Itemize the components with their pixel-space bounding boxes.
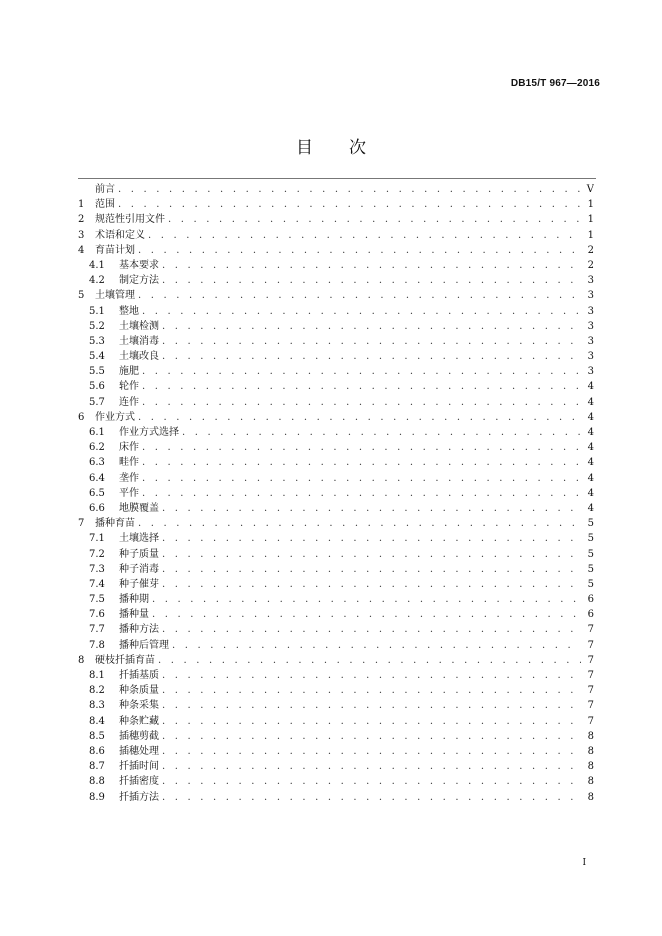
toc-dot-leader [142, 455, 581, 470]
toc-entry[interactable] [78, 653, 594, 668]
toc-entry-label: 垄作 [119, 472, 139, 484]
toc-entry-page: 8 [587, 776, 594, 788]
document-code: DB15/T 967—2016 [510, 78, 600, 89]
toc-entry-label: 扦插方法 [119, 791, 159, 803]
toc-entry-page: 1 [587, 214, 594, 226]
toc-entry[interactable] [78, 273, 594, 288]
toc-entry[interactable] [78, 258, 594, 273]
toc-dot-leader [142, 471, 581, 486]
toc-entry-page: 1 [587, 229, 594, 241]
toc-entry-number: 5.2 [89, 320, 105, 332]
toc-dot-leader [148, 228, 581, 243]
toc-entry[interactable] [78, 288, 594, 303]
toc-entry-label: 作业方式选择 [119, 427, 179, 438]
toc-entry[interactable] [78, 622, 594, 637]
toc-entry-number: 8.8 [89, 776, 105, 788]
toc-entry-number: 5.4 [89, 351, 105, 363]
toc-dot-leader [142, 395, 581, 410]
toc-entry-page: 5 [587, 533, 594, 545]
toc-entry-label: 制定方法 [119, 275, 159, 287]
toc-dot-leader [162, 790, 581, 805]
toc-entry-page: V [586, 184, 594, 195]
toc-entry-label: 种条贮藏 [119, 715, 159, 727]
toc-entry[interactable] [78, 744, 594, 759]
toc-entry-page: 1 [587, 199, 594, 211]
toc-dot-leader [142, 486, 581, 501]
toc-entry-number: 5.3 [89, 335, 105, 347]
toc-entry-label: 土壤选择 [119, 533, 159, 545]
toc-entry[interactable] [78, 759, 594, 774]
toc-entry-label: 施肥 [119, 366, 139, 378]
toc-entry[interactable] [78, 501, 594, 516]
toc-entry-page: 4 [587, 442, 594, 454]
toc-entry-page: 2 [587, 244, 594, 256]
toc-entry[interactable] [78, 471, 594, 486]
toc-dot-leader [138, 288, 581, 303]
toc-entry[interactable] [78, 334, 594, 349]
toc-dot-leader [162, 273, 581, 288]
toc-entry-page: 5 [587, 518, 594, 530]
toc-entry-page: 8 [587, 745, 594, 757]
toc-entry-number: 5.6 [89, 381, 105, 393]
toc-entry-page: 8 [587, 761, 594, 773]
toc-entry[interactable] [78, 349, 594, 364]
toc-entry[interactable] [78, 729, 594, 744]
toc-dot-leader [172, 638, 581, 653]
toc-entry-number: 8.7 [89, 761, 105, 773]
toc-entry-number: 8.9 [89, 791, 105, 803]
toc-dot-leader [162, 622, 581, 637]
toc-entry-number: 8.3 [89, 700, 105, 712]
toc-entry-number: 7.1 [89, 533, 105, 545]
toc-dot-leader [162, 531, 581, 546]
toc-entry-number: 6 [78, 411, 85, 423]
toc-entry-number: 6.1 [89, 427, 105, 438]
toc-entry[interactable] [78, 319, 594, 334]
toc-dot-leader [162, 729, 581, 744]
toc-entry-page: 4 [587, 396, 594, 408]
toc-entry[interactable] [78, 182, 594, 197]
toc-entry-number: 5 [78, 290, 85, 302]
page-title: 目次 [296, 138, 402, 158]
toc-entry-page: 3 [587, 290, 594, 302]
toc-dot-leader [142, 364, 581, 379]
toc-entry-label: 术语和定义 [95, 229, 145, 241]
toc-entry-page: 4 [587, 411, 594, 423]
toc-dot-leader [152, 607, 581, 622]
toc-entry-label: 轮作 [119, 381, 139, 393]
toc-entry-number: 7.7 [89, 624, 105, 636]
toc-entry-label: 土壤改良 [119, 351, 159, 363]
toc-entry-label: 平作 [119, 487, 139, 499]
toc-entry-number: 5.5 [89, 366, 105, 378]
toc-entry-label: 床作 [119, 442, 139, 454]
toc-entry-page: 6 [587, 594, 594, 606]
toc-entry-page: 2 [587, 259, 594, 271]
toc-entry-label: 插穗处理 [119, 745, 159, 757]
toc-entry-page: 5 [587, 548, 594, 560]
toc-entry-number: 8.5 [89, 730, 105, 742]
toc-dot-leader [162, 547, 581, 562]
toc-entry[interactable] [78, 197, 594, 212]
toc-dot-leader [142, 440, 581, 455]
toc-dot-leader [162, 501, 581, 516]
toc-entry-page: 7 [587, 715, 594, 727]
toc-entry-label: 种子质量 [119, 548, 159, 560]
toc-entry[interactable] [78, 364, 594, 379]
toc-entry-label: 土壤检测 [119, 320, 159, 332]
toc-dot-leader [118, 182, 581, 197]
toc-entry-page: 4 [587, 472, 594, 484]
toc-entry[interactable] [78, 395, 594, 410]
toc-entry-page: 5 [587, 563, 594, 575]
toc-entry[interactable] [78, 607, 594, 622]
toc-entry-label: 范围 [95, 199, 115, 211]
toc-dot-leader [162, 577, 581, 592]
toc-entry[interactable] [78, 547, 594, 562]
toc-entry-label: 作业方式 [95, 411, 135, 423]
toc-entry-label: 前言 [95, 184, 115, 195]
toc-dot-leader [162, 744, 581, 759]
toc-entry-label: 播种量 [119, 609, 149, 621]
toc-entry-number: 8 [78, 654, 85, 666]
toc-dot-leader [142, 304, 581, 319]
toc-entry-label: 规范性引用文件 [95, 214, 165, 226]
toc-entry-number: 6.2 [89, 442, 105, 454]
toc-entry-label: 种子消毒 [119, 563, 159, 575]
toc-entry[interactable] [78, 304, 594, 319]
toc-entry-page: 3 [587, 351, 594, 363]
toc-entry-label: 地膜覆盖 [119, 502, 159, 514]
toc-entry-page: 6 [587, 609, 594, 621]
toc-entry-label: 硬枝扦插育苗 [95, 654, 155, 666]
toc-entry[interactable] [78, 379, 594, 394]
toc-entry-page: 4 [587, 457, 594, 469]
title-divider [78, 178, 596, 179]
toc-entry[interactable] [78, 790, 594, 805]
toc-dot-leader [152, 592, 581, 607]
toc-dot-leader [162, 714, 581, 729]
toc-entry-label: 播种后管理 [119, 639, 169, 651]
toc-entry-number: 7.5 [89, 594, 105, 606]
toc-entry-page: 7 [587, 654, 594, 666]
toc-dot-leader [162, 774, 581, 789]
toc-entry-number: 4.1 [89, 259, 105, 271]
toc-entry-label: 整地 [119, 305, 139, 317]
toc-entry[interactable] [78, 577, 594, 592]
toc-entry[interactable] [78, 531, 594, 546]
toc-dot-leader [162, 759, 581, 774]
toc-entry-number: 8.2 [89, 685, 105, 697]
toc-entry-page: 8 [587, 791, 594, 803]
toc-entry[interactable] [78, 425, 594, 440]
toc-entry-number: 7.3 [89, 563, 105, 575]
toc-entry-page: 3 [587, 305, 594, 317]
toc-entry-number: 7.6 [89, 609, 105, 621]
toc-dot-leader [168, 212, 581, 227]
toc-dot-leader [158, 653, 581, 668]
toc-entry-number: 5.7 [89, 396, 105, 408]
toc-entry[interactable] [78, 683, 594, 698]
toc-entry-number: 6.3 [89, 457, 105, 469]
toc-entry-number: 6.6 [89, 502, 105, 514]
toc-dot-leader [162, 334, 581, 349]
toc-entry-label: 种条采集 [119, 700, 159, 712]
toc-entry-page: 7 [587, 670, 594, 681]
toc-entry-page: 3 [587, 320, 594, 332]
toc-entry-label: 播种方法 [119, 624, 159, 636]
toc-entry-number: 6.5 [89, 487, 105, 499]
toc-dot-leader [138, 243, 581, 258]
toc-entry-page: 4 [587, 487, 594, 499]
toc-dot-leader [162, 258, 581, 273]
toc-entry-label: 连作 [119, 396, 139, 408]
toc-dot-leader [138, 516, 581, 531]
toc-entry-label: 种条质量 [119, 685, 159, 697]
toc-entry[interactable] [78, 410, 594, 425]
toc-dot-leader [162, 698, 581, 713]
toc-entry-number: 7.2 [89, 548, 105, 560]
toc-entry-number: 1 [78, 199, 85, 211]
toc-entry-number: 4.2 [89, 275, 105, 287]
toc-dot-leader [162, 349, 581, 364]
toc-entry[interactable] [78, 698, 594, 713]
toc-entry[interactable] [78, 228, 594, 243]
toc-entry[interactable] [78, 455, 594, 470]
toc-entry-label: 播种育苗 [95, 518, 135, 530]
toc-entry-label: 畦作 [119, 457, 139, 469]
toc-entry-number: 4 [78, 244, 85, 256]
toc-entry[interactable] [78, 212, 594, 227]
toc-dot-leader [118, 197, 581, 212]
toc-entry[interactable] [78, 562, 594, 577]
toc-entry-page: 8 [587, 730, 594, 742]
toc-entry-label: 插穗剪截 [119, 730, 159, 742]
toc-entry-number: 7.8 [89, 639, 105, 651]
toc-entry-label: 育苗计划 [95, 244, 135, 256]
toc-entry-number: 5.1 [89, 305, 105, 317]
toc-entry-number: 8.4 [89, 715, 105, 727]
toc-entry[interactable] [78, 714, 594, 729]
toc-entry-label: 种子催芽 [119, 578, 159, 590]
toc-entry[interactable] [78, 486, 594, 501]
toc-entry[interactable] [78, 668, 594, 683]
toc-entry-number: 8.1 [89, 670, 105, 681]
toc-entry-label: 扦插密度 [119, 776, 159, 788]
toc-entry-number: 7.4 [89, 578, 105, 590]
toc-entry-page: 4 [587, 427, 594, 438]
toc-entry[interactable] [78, 638, 594, 653]
toc-entry-page: 4 [587, 381, 594, 393]
toc-dot-leader [162, 668, 581, 683]
toc-entry-page: 3 [587, 275, 594, 287]
toc-entry-page: 5 [587, 578, 594, 590]
toc-entry[interactable] [78, 516, 594, 531]
toc-entry-number: 7 [78, 518, 85, 530]
toc-entry[interactable] [78, 592, 594, 607]
toc-entry-number: 8.6 [89, 745, 105, 757]
toc-dot-leader [162, 562, 581, 577]
toc-entry-page: 7 [587, 685, 594, 697]
toc-entry-page: 7 [587, 639, 594, 651]
toc-entry-page: 3 [587, 335, 594, 347]
toc-entry-label: 扦插基质 [119, 670, 159, 681]
toc-entry-page: 7 [587, 624, 594, 636]
toc-entry[interactable] [78, 243, 594, 258]
table-of-contents [78, 182, 594, 805]
toc-entry-number: 3 [78, 229, 85, 241]
toc-entry-number: 6.4 [89, 472, 105, 484]
toc-entry[interactable] [78, 440, 594, 455]
toc-entry-label: 扦插时间 [119, 761, 159, 773]
toc-entry[interactable] [78, 774, 594, 789]
toc-entry-label: 土壤消毒 [119, 335, 159, 347]
toc-entry-label: 播种期 [119, 594, 149, 606]
toc-dot-leader [138, 410, 581, 425]
toc-dot-leader [182, 425, 581, 440]
toc-entry-label: 土壤管理 [95, 290, 135, 302]
toc-entry-number: 2 [78, 214, 85, 226]
toc-entry-label: 基本要求 [119, 259, 159, 271]
toc-dot-leader [162, 319, 581, 334]
page-number: I [582, 858, 586, 868]
toc-dot-leader [162, 683, 581, 698]
toc-entry-page: 4 [587, 502, 594, 514]
toc-dot-leader [142, 379, 581, 394]
toc-entry-page: 3 [587, 366, 594, 378]
toc-entry-page: 7 [587, 700, 594, 712]
